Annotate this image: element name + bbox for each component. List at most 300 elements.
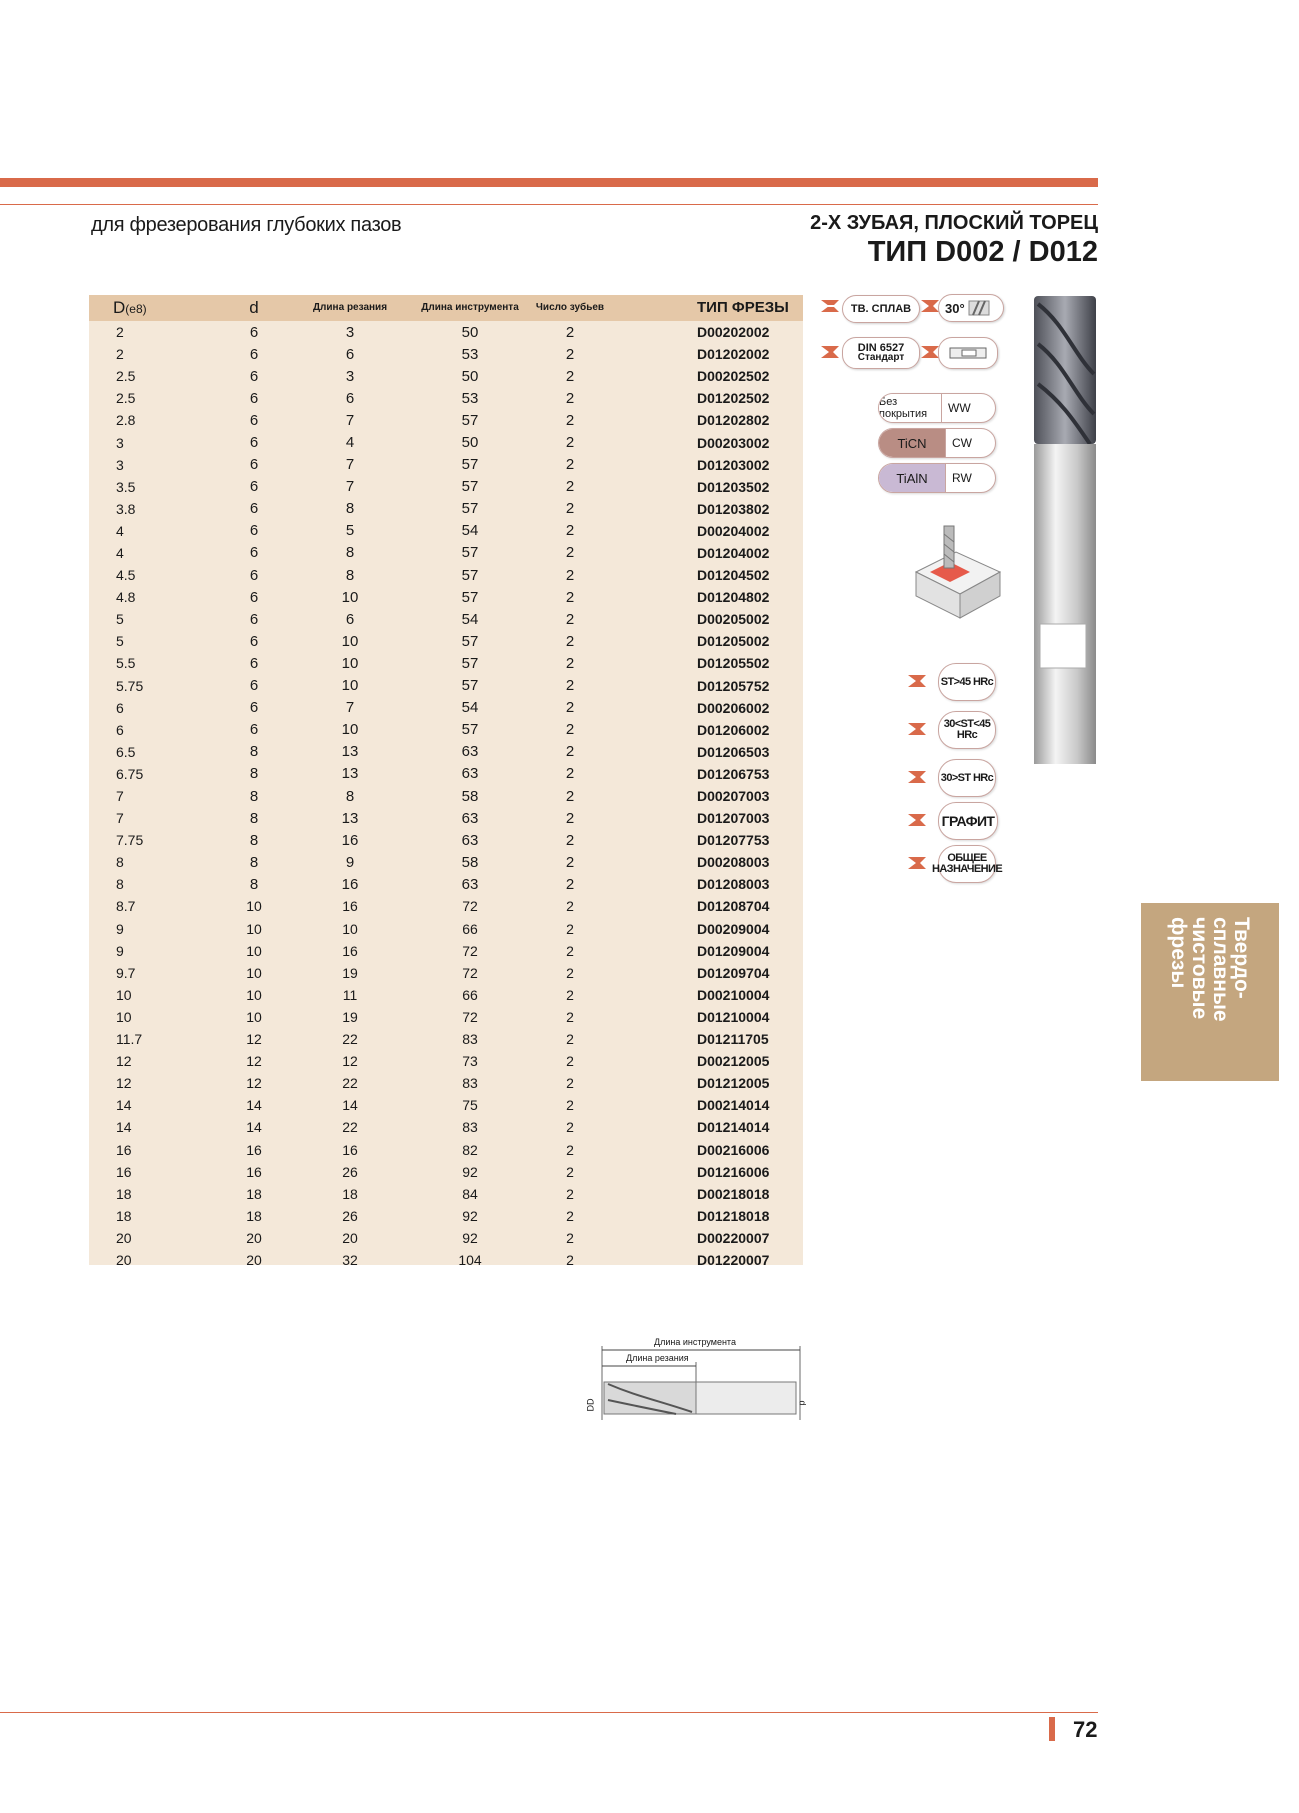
cell-tool-length: 54	[461, 610, 479, 628]
cell-shank: 6	[249, 544, 259, 562]
medium-steel-icon: 30<ST<45 HRc	[938, 711, 996, 749]
cell-tool-length: 57	[461, 677, 479, 695]
cell-cut-length: 10	[341, 721, 359, 739]
cell-cut-length: 22	[342, 1119, 358, 1136]
cell-shank: 6	[249, 699, 259, 717]
cell-tool-length: 58	[461, 787, 479, 805]
table-row	[89, 741, 803, 763]
table-row	[89, 807, 803, 829]
tick-arrow-icon	[906, 767, 938, 787]
cell-shank: 6	[249, 677, 259, 695]
cell-diameter: 5	[116, 611, 124, 628]
cell-cut-length: 26	[342, 1163, 358, 1180]
cell-shank: 8	[249, 875, 259, 893]
cell-teeth: 2	[566, 1008, 574, 1025]
side-tab-line: фрезы	[1167, 917, 1190, 989]
cell-cut-length: 13	[341, 809, 359, 827]
cell-diameter: 5.75	[116, 677, 144, 694]
cell-diameter: 18	[116, 1185, 132, 1202]
cell-teeth: 2	[565, 831, 575, 849]
cell-cut-length: 10	[342, 920, 358, 937]
spec-table-body	[89, 321, 803, 1271]
cell-teeth: 2	[565, 853, 575, 871]
cell-type: D01211705	[697, 1031, 769, 1048]
cell-cut-length: 10	[341, 632, 359, 650]
cell-shank: 8	[249, 809, 259, 827]
cell-teeth: 2	[565, 875, 575, 893]
cell-teeth: 2	[565, 478, 575, 496]
cell-tool-length: 57	[461, 588, 479, 606]
table-row	[89, 343, 803, 365]
table-row	[89, 895, 803, 917]
table-row	[89, 1116, 803, 1138]
cell-shank: 6	[249, 721, 259, 739]
cell-type: D00203002	[697, 434, 770, 451]
cell-tool-length: 73	[462, 1053, 478, 1070]
cell-cut-length: 16	[342, 1141, 358, 1158]
cell-shank: 6	[249, 323, 259, 341]
side-tab-line: чистовые	[1188, 917, 1211, 1020]
cell-cut-length: 8	[345, 500, 355, 518]
cell-type: D00205002	[697, 611, 770, 628]
cell-teeth: 2	[565, 677, 575, 695]
cell-cut-length: 13	[341, 765, 359, 783]
cell-cut-length: 7	[345, 478, 355, 496]
cell-cut-length: 7	[345, 411, 355, 429]
cell-shank: 12	[246, 1053, 262, 1070]
cell-teeth: 2	[566, 942, 574, 959]
cell-tool-length: 72	[462, 1008, 478, 1025]
cell-type: D00216006	[697, 1141, 770, 1158]
table-row	[89, 1006, 803, 1028]
cell-tool-length: 54	[461, 699, 479, 717]
cell-teeth: 2	[565, 323, 575, 341]
table-row	[89, 564, 803, 586]
cell-teeth: 2	[565, 699, 575, 717]
cell-diameter: 20	[116, 1229, 132, 1246]
cell-shank: 14	[246, 1097, 262, 1114]
table-row	[89, 431, 803, 453]
cell-type: D00202002	[697, 324, 770, 341]
cell-diameter: 14	[116, 1119, 132, 1136]
cell-cut-length: 10	[341, 654, 359, 672]
cell-teeth: 2	[565, 389, 575, 407]
cell-shank: 14	[246, 1119, 262, 1136]
table-row	[89, 1050, 803, 1072]
carbide-badge: ТВ. СПЛАВ	[842, 295, 920, 323]
coating-name: TiAlN	[879, 464, 946, 492]
table-row	[89, 520, 803, 542]
cell-tool-length: 63	[461, 809, 479, 827]
cell-teeth: 2	[565, 434, 575, 452]
cell-diameter: 3.5	[116, 478, 136, 495]
table-row	[89, 940, 803, 962]
cell-shank: 6	[249, 456, 259, 474]
col-header-shank: d	[249, 298, 259, 317]
cell-cut-length: 16	[342, 942, 358, 959]
cell-diameter: 16	[116, 1163, 132, 1180]
cell-shank: 16	[246, 1163, 262, 1180]
cell-teeth: 2	[566, 1185, 574, 1202]
cell-tool-length: 50	[461, 323, 479, 341]
cell-cut-length: 13	[341, 743, 359, 761]
cell-teeth: 2	[565, 765, 575, 783]
helix-angle-badge	[938, 294, 1004, 322]
cell-shank: 6	[249, 654, 259, 672]
table-row	[89, 873, 803, 895]
general-purpose-icon: ОБЩЕЕ НАЗНАЧЕНИЕ	[938, 845, 996, 883]
table-row	[89, 652, 803, 674]
cell-cut-length: 8	[345, 544, 355, 562]
cell-shank: 8	[249, 787, 259, 805]
cell-diameter: 4	[116, 522, 124, 539]
cell-tool-length: 54	[461, 522, 479, 540]
table-row	[89, 984, 803, 1006]
cell-tool-length: 92	[462, 1229, 478, 1246]
product-headline: 2-Х ЗУБАЯ, ПЛОСКИЙ ТОРЕЦ	[810, 212, 1098, 234]
cell-tool-length: 50	[461, 434, 479, 452]
din-standard-badge	[842, 337, 920, 369]
cell-diameter: 2.8	[116, 412, 136, 429]
cell-tool-length: 57	[461, 478, 479, 496]
cell-tool-length: 84	[462, 1185, 478, 1202]
shank-diameter-label: d	[797, 1400, 808, 1406]
cell-tool-length: 92	[462, 1163, 478, 1180]
cell-diameter: 4	[116, 544, 124, 561]
cell-cut-length: 16	[341, 875, 359, 893]
cell-shank: 6	[249, 632, 259, 650]
cell-cut-length: 16	[342, 898, 358, 915]
table-row	[89, 829, 803, 851]
cell-teeth: 2	[566, 964, 574, 981]
cell-tool-length: 92	[462, 1207, 478, 1224]
cell-tool-length: 57	[461, 544, 479, 562]
cell-type: D01202002	[697, 346, 770, 363]
cell-tool-length: 63	[461, 875, 479, 893]
cell-type: D01205002	[697, 633, 770, 650]
cell-cut-length: 7	[345, 456, 355, 474]
table-row	[89, 476, 803, 498]
cell-diameter: 6	[116, 721, 124, 738]
cell-tool-length: 53	[461, 345, 479, 363]
cell-teeth: 2	[565, 654, 575, 672]
cell-tool-length: 53	[461, 389, 479, 407]
cell-cut-length: 4	[345, 434, 355, 452]
soft-steel-icon: 30>ST HRc	[938, 759, 996, 797]
cell-type: D01205502	[697, 655, 770, 672]
cell-type: D00206002	[697, 699, 770, 716]
table-row	[89, 1249, 803, 1271]
cell-diameter: 7.75	[116, 832, 144, 849]
cell-tool-length: 57	[461, 632, 479, 650]
cell-shank: 8	[249, 853, 259, 871]
cell-type: D01210004	[697, 1008, 770, 1025]
cell-teeth: 2	[566, 986, 574, 1003]
cell-tool-length: 104	[458, 1251, 482, 1268]
cell-cut-length: 11	[342, 986, 358, 1003]
table-row	[89, 1028, 803, 1050]
cell-tool-length: 66	[462, 920, 478, 937]
cell-teeth: 2	[565, 566, 575, 584]
cell-type: D01206002	[697, 721, 770, 738]
cell-teeth: 2	[565, 809, 575, 827]
table-row	[89, 454, 803, 476]
col-header-teeth: Число зубьев	[535, 302, 605, 313]
page-number: 72	[1073, 1717, 1098, 1742]
cell-teeth: 2	[565, 500, 575, 518]
table-row	[89, 763, 803, 785]
cell-type: D01212005	[697, 1075, 770, 1092]
table-row	[89, 586, 803, 608]
cell-cut-length: 3	[345, 323, 355, 341]
cell-type: D01208704	[697, 898, 770, 915]
cell-shank: 10	[246, 920, 262, 937]
cell-diameter: 2	[116, 346, 124, 363]
din-label: DIN 6527	[857, 342, 905, 354]
cell-teeth: 2	[565, 456, 575, 474]
cell-type: D01203802	[697, 500, 770, 517]
cell-tool-length: 72	[462, 942, 478, 959]
cell-tool-length: 63	[461, 765, 479, 783]
cell-type: D00220007	[697, 1229, 770, 1246]
col-header-d: D(e8)	[113, 297, 147, 317]
coating-name: Без покрытия	[879, 394, 942, 422]
cell-cut-length: 6	[345, 345, 355, 363]
cell-cut-length: 22	[342, 1031, 358, 1048]
cell-shank: 8	[249, 831, 259, 849]
cell-tool-length: 66	[462, 986, 478, 1003]
cell-shank: 20	[246, 1251, 262, 1268]
cell-diameter: 6.5	[116, 743, 136, 760]
coating-code: RW	[952, 471, 972, 485]
cell-shank: 10	[246, 964, 262, 981]
cell-type: D00218018	[697, 1185, 770, 1202]
cell-diameter: 7	[116, 810, 124, 827]
cell-diameter: 6	[116, 699, 124, 716]
cell-shank: 6	[249, 345, 259, 363]
cell-cut-length: 12	[342, 1053, 358, 1070]
cell-cut-length: 20	[342, 1229, 358, 1246]
cell-teeth: 2	[565, 610, 575, 628]
page-subtitle: для фрезерования глубоких пазов	[91, 214, 402, 236]
table-row	[89, 851, 803, 873]
cell-cut-length: 18	[342, 1185, 358, 1202]
cell-cut-length: 32	[342, 1251, 358, 1268]
cell-type: D00214014	[697, 1097, 770, 1114]
cell-diameter: 4.5	[116, 567, 136, 584]
coating-code: WW	[948, 401, 971, 415]
cell-type: D01209704	[697, 964, 770, 981]
helix-icon	[967, 298, 993, 318]
cell-tool-length: 57	[461, 721, 479, 739]
cell-diameter: 7	[116, 788, 124, 805]
cell-shank: 10	[246, 986, 262, 1003]
cell-diameter: 2.5	[116, 368, 136, 385]
plain-shank-icon	[948, 345, 988, 361]
cell-cut-length: 9	[345, 853, 355, 871]
cell-diameter: 8	[116, 854, 124, 871]
cell-shank: 12	[246, 1031, 262, 1048]
cell-shank: 6	[249, 367, 259, 385]
table-row	[89, 498, 803, 520]
cell-teeth: 2	[565, 544, 575, 562]
cell-tool-length: 72	[462, 898, 478, 915]
page-marker	[1049, 1717, 1055, 1741]
cell-tool-length: 63	[461, 743, 479, 761]
cell-shank: 6	[249, 588, 259, 606]
col-header-tool-length: Длина инструмента	[421, 302, 519, 313]
cell-cut-length: 7	[345, 699, 355, 717]
cell-tool-length: 57	[461, 456, 479, 474]
table-row	[89, 675, 803, 697]
cell-type: D00207003	[697, 788, 770, 805]
cell-type: D01203002	[697, 456, 770, 473]
section-side-tab[interactable]	[1141, 903, 1279, 1081]
cell-diameter: 14	[116, 1097, 132, 1114]
cell-teeth: 2	[565, 367, 575, 385]
cell-diameter: 10	[116, 986, 132, 1003]
coating-badge	[878, 428, 996, 458]
cell-teeth: 2	[566, 920, 574, 937]
table-row	[89, 1094, 803, 1116]
slot-milling-illustration	[908, 522, 1004, 622]
cell-diameter: 3.8	[116, 500, 136, 517]
cell-diameter: 3	[116, 434, 124, 451]
cell-shank: 6	[249, 478, 259, 496]
cell-shank: 10	[246, 898, 262, 915]
cell-teeth: 2	[566, 1207, 574, 1224]
cell-shank: 6	[249, 411, 259, 429]
cell-shank: 8	[249, 765, 259, 783]
cell-teeth: 2	[566, 898, 574, 915]
cell-tool-length: 58	[461, 853, 479, 871]
cell-diameter: 12	[116, 1075, 132, 1092]
side-tab-line: сплавные	[1209, 917, 1232, 1022]
hard-steel-icon: ST>45 HRc	[938, 663, 996, 701]
cell-cut-length: 19	[342, 964, 358, 981]
table-header-row	[89, 295, 803, 321]
cell-type: D01204802	[697, 589, 770, 606]
cell-cut-length: 8	[345, 787, 355, 805]
shank-type-badge	[938, 337, 998, 369]
cell-teeth: 2	[566, 1075, 574, 1092]
table-row	[89, 785, 803, 807]
cell-teeth: 2	[565, 522, 575, 540]
cell-teeth: 2	[566, 1251, 574, 1268]
table-row	[89, 542, 803, 564]
tick-arrow-icon	[906, 810, 938, 830]
cell-shank: 10	[246, 942, 262, 959]
cell-shank: 6	[249, 389, 259, 407]
cell-cut-length: 22	[342, 1075, 358, 1092]
cell-tool-length: 57	[461, 654, 479, 672]
cell-diameter: 4.8	[116, 589, 136, 606]
table-row	[89, 962, 803, 984]
table-row	[89, 719, 803, 741]
cell-tool-length: 63	[461, 831, 479, 849]
table-row	[89, 1161, 803, 1183]
col-header-cut-length: Длина резания	[312, 302, 388, 313]
cell-tool-length: 57	[461, 411, 479, 429]
cell-teeth: 2	[565, 787, 575, 805]
table-row	[89, 1138, 803, 1160]
tick-arrow-icon	[906, 671, 938, 691]
bottom-divider	[0, 1712, 1098, 1713]
cell-type: D01205752	[697, 677, 770, 694]
cell-shank: 6	[249, 500, 259, 518]
end-mill-image	[1024, 294, 1106, 768]
cell-tool-length: 82	[462, 1141, 478, 1158]
coating-name: TiCN	[879, 429, 946, 457]
cell-type: D01206753	[697, 765, 770, 782]
cell-teeth: 2	[566, 1229, 574, 1246]
cell-teeth: 2	[566, 1141, 574, 1158]
cell-tool-length: 83	[462, 1075, 478, 1092]
cell-type: D00212005	[697, 1053, 770, 1070]
cell-teeth: 2	[566, 1031, 574, 1048]
cell-shank: 6	[249, 522, 259, 540]
product-type-title: ТИП D002 / D012	[867, 236, 1098, 268]
table-row	[89, 1183, 803, 1205]
table-row	[89, 918, 803, 940]
cell-diameter: 2	[116, 324, 124, 341]
dimension-diagram	[596, 1340, 810, 1424]
cell-diameter: 10	[116, 1008, 132, 1025]
cell-teeth: 2	[565, 632, 575, 650]
cell-diameter: 8	[116, 876, 124, 893]
table-row	[89, 697, 803, 719]
cell-shank: 6	[249, 566, 259, 584]
cell-teeth: 2	[566, 1097, 574, 1114]
cell-shank: 16	[246, 1141, 262, 1158]
cell-diameter: 18	[116, 1207, 132, 1224]
cell-tool-length: 75	[462, 1097, 478, 1114]
cell-diameter: 2.5	[116, 390, 136, 407]
graphite-icon: ГРАФИТ	[938, 802, 998, 840]
helix-angle-label: 30°	[945, 300, 965, 316]
cell-shank: 8	[249, 743, 259, 761]
table-row	[89, 630, 803, 652]
cell-cut-length: 26	[342, 1207, 358, 1224]
cell-diameter: 8.7	[116, 898, 136, 915]
table-row	[89, 387, 803, 409]
cell-type: D01218018	[697, 1207, 770, 1224]
cell-diameter: 5.5	[116, 655, 136, 672]
cell-type: D01202502	[697, 390, 770, 407]
table-row	[89, 608, 803, 630]
cell-cut-length: 14	[342, 1097, 358, 1114]
cell-type: D01202802	[697, 412, 770, 429]
cell-teeth: 2	[566, 1053, 574, 1070]
cell-shank: 12	[246, 1075, 262, 1092]
cell-shank: 20	[246, 1229, 262, 1246]
cell-teeth: 2	[565, 588, 575, 606]
cell-tool-length: 57	[461, 500, 479, 518]
cell-type: D01204502	[697, 567, 770, 584]
cell-type: D01216006	[697, 1163, 770, 1180]
cell-tool-length: 83	[462, 1119, 478, 1136]
table-row	[89, 321, 803, 343]
standard-label: Стандарт	[857, 352, 905, 363]
cell-diameter: 9	[116, 942, 124, 959]
cell-type: D01220007	[697, 1251, 770, 1268]
cell-tool-length: 57	[461, 566, 479, 584]
cell-diameter: 9	[116, 920, 124, 937]
cell-type: D01206503	[697, 743, 770, 760]
spec-table	[89, 295, 803, 1271]
cell-teeth: 2	[565, 721, 575, 739]
cell-cut-length: 16	[341, 831, 359, 849]
